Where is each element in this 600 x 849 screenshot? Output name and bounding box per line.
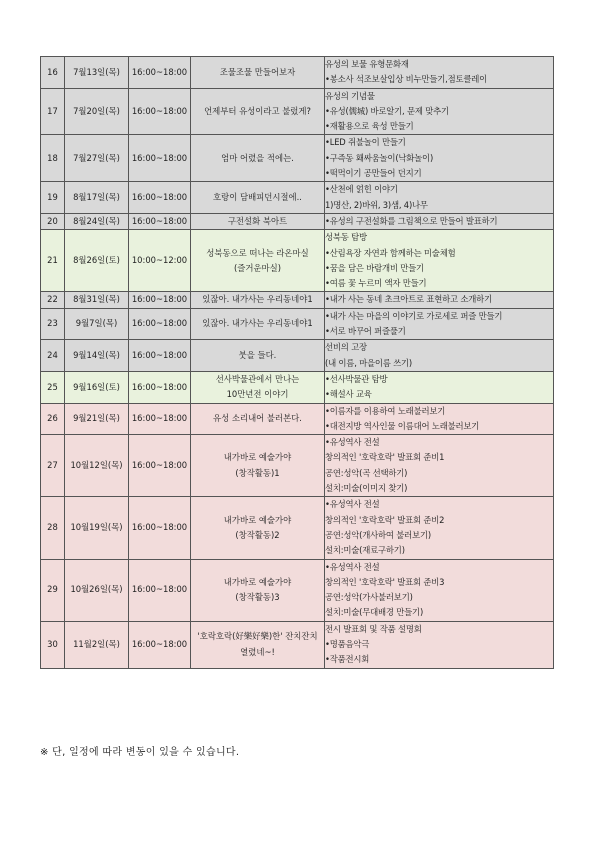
schedule-row (41, 213, 554, 229)
session-time: 16:00~18:00 (129, 308, 191, 340)
session-title (191, 435, 325, 497)
session-date: 10월12일(목) (65, 435, 129, 497)
session-date: 10월26일(목) (65, 559, 129, 621)
session-title-line: 내가바로 예술가야 (223, 514, 292, 525)
activity-line: •선사박물관 탐방 (325, 373, 388, 384)
session-date: 8월17일(목) (65, 182, 129, 214)
session-title (191, 559, 325, 621)
session-date: 9월7일(목) (65, 308, 129, 340)
session-activities (325, 308, 554, 340)
session-number: 18 (41, 135, 65, 182)
session-number: 26 (41, 403, 65, 435)
activity-line: 성북동 탐방 (325, 232, 367, 243)
activity-line: 창의적인 '호락호락' 발표회 준비2 (325, 514, 445, 525)
session-time: 10:00~12:00 (129, 230, 191, 292)
activity-line: •이름자를 이용하여 노래불러보기 (325, 405, 446, 416)
session-activities (325, 182, 554, 214)
session-activities (325, 403, 554, 435)
activity-line: •유성(儒城) 바로알기, 문제 맞추기 (325, 105, 449, 116)
session-date: 7월20일(목) (65, 88, 129, 135)
session-time: 16:00~18:00 (129, 88, 191, 135)
session-title-line: 선사박물관에서 만나는 (215, 373, 300, 384)
session-activities (325, 435, 554, 497)
activity-line: 전시 발표회 및 작품 설명회 (325, 623, 422, 634)
activity-line: 유성의 기념물 (325, 90, 375, 101)
activity-line: •명품음악극 (325, 639, 370, 650)
schedule-row (41, 435, 554, 497)
activity-line: 설치:미술(재료구하기) (325, 545, 405, 556)
activity-line: 선비의 고장 (325, 342, 367, 353)
schedule-body (41, 57, 554, 669)
session-title: 엄마 어렸을 적에는. (191, 135, 325, 182)
session-time: 16:00~18:00 (129, 435, 191, 497)
schedule-row (41, 135, 554, 182)
schedule-row (41, 182, 554, 214)
session-time: 16:00~18:00 (129, 403, 191, 435)
activity-line: 공연:성악(곡 선택하기) (325, 467, 408, 478)
schedule-row (41, 559, 554, 621)
session-time: 16:00~18:00 (129, 135, 191, 182)
session-date: 9월16일(토) (65, 371, 129, 403)
session-title-line: (즐거운마실) (234, 262, 281, 273)
activity-line: •구즉동 홰싸움놀이(낙화놀이) (325, 152, 434, 163)
activity-line: •여름 꽃 누르미 액자 만들기 (325, 278, 427, 289)
session-date: 11월2일(목) (65, 621, 129, 668)
schedule-table (40, 56, 554, 669)
schedule-row (41, 497, 554, 559)
session-number: 27 (41, 435, 65, 497)
session-title: 붓을 들다. (191, 340, 325, 372)
session-title (191, 230, 325, 292)
session-date: 8월26일(토) (65, 230, 129, 292)
activity-line: •꿈을 담은 바람개비 만들기 (325, 262, 424, 273)
session-title: 있잖아. 내가사는 우리동네야1 (191, 308, 325, 340)
session-number: 30 (41, 621, 65, 668)
session-number: 20 (41, 213, 65, 229)
session-time: 16:00~18:00 (129, 340, 191, 372)
schedule-row (41, 230, 554, 292)
session-number: 29 (41, 559, 65, 621)
session-activities (325, 497, 554, 559)
session-activities (325, 559, 554, 621)
session-date: 8월24일(목) (65, 213, 129, 229)
schedule-row (41, 340, 554, 372)
schedule-row (41, 308, 554, 340)
activity-line: •산천에 얽힌 이야기 (325, 184, 398, 195)
session-title-line: 열렸네~! (240, 646, 275, 657)
activity-line: 설치:미술(이미지 찾기) (325, 483, 408, 494)
activity-line: •봉소사 석조보살입상 비누만들기,점토클레이 (325, 74, 488, 85)
activity-line: •LED 쥐불놀이 만들기 (325, 137, 406, 148)
session-activities (325, 230, 554, 292)
session-title-line: 내가바로 예술가야 (223, 576, 292, 587)
session-time: 16:00~18:00 (129, 497, 191, 559)
session-activities (325, 621, 554, 668)
session-date: 9월14일(목) (65, 340, 129, 372)
activity-line: •재활용으로 육성 만들기 (325, 121, 414, 132)
activity-line: •서로 바꾸어 퍼즐풀기 (325, 326, 406, 337)
session-title-line: (창작활동)1 (235, 467, 280, 478)
session-title: 조물조물 만들어보자 (191, 57, 325, 89)
session-activities (325, 135, 554, 182)
activity-line: •산림욕장 자연과 함께하는 미술체험 (325, 247, 456, 258)
session-title (191, 497, 325, 559)
session-activities (325, 213, 554, 229)
session-activities (325, 371, 554, 403)
schedule-row (41, 88, 554, 135)
session-title-line: 10만년전 이야기 (226, 389, 289, 400)
activity-line: 창의적인 '호락호락' 발표회 준비1 (325, 452, 445, 463)
activity-line: 1)명산, 2)바위, 3)샘, 4)나무 (325, 199, 428, 210)
session-number: 28 (41, 497, 65, 559)
session-date: 10월19일(목) (65, 497, 129, 559)
activity-line: •대전지방 역사인물 이름대어 노래불러보기 (325, 420, 480, 431)
session-time: 16:00~18:00 (129, 621, 191, 668)
session-title: 언제부터 유성이라고 불렀게? (191, 88, 325, 135)
session-time: 16:00~18:00 (129, 559, 191, 621)
session-number: 23 (41, 308, 65, 340)
session-title-line: 성북동으로 떠나는 라온마실 (206, 247, 309, 258)
session-title: 구전설화 북아트 (191, 213, 325, 229)
session-title-line: (창작활동)2 (235, 529, 280, 540)
session-number: 22 (41, 292, 65, 308)
session-time: 16:00~18:00 (129, 182, 191, 214)
session-number: 25 (41, 371, 65, 403)
session-number: 21 (41, 230, 65, 292)
session-number: 19 (41, 182, 65, 214)
activity-line: •작품전시회 (325, 654, 370, 665)
activity-line: 유성의 보물 유형문화재 (325, 59, 409, 69)
session-activities (325, 57, 554, 89)
session-activities (325, 340, 554, 372)
session-title (191, 371, 325, 403)
session-title-line: '호락호락(好樂好樂)한' 잔치잔치 (197, 631, 318, 642)
session-time: 16:00~18:00 (129, 292, 191, 308)
session-activities (325, 292, 554, 308)
activity-line: •해설사 교육 (325, 389, 372, 400)
schedule-row (41, 57, 554, 89)
session-title: 있잖아. 내가사는 우리동네야1 (191, 292, 325, 308)
activity-line: •내가 사는 마을의 이야기로 가로세로 퍼즐 만들기 (325, 310, 503, 321)
activity-line: •유성역사 전설 (325, 499, 380, 510)
schedule-row (41, 621, 554, 668)
session-date: 7월13일(목) (65, 57, 129, 89)
session-number: 16 (41, 57, 65, 89)
activity-line: 설치:미술(무대배경 만들기) (325, 607, 424, 618)
session-title-line: 내가바로 예술가야 (223, 452, 292, 463)
activity-line: •내가 사는 동네 초크아트로 표현하고 소개하기 (325, 294, 492, 305)
schedule-row (41, 371, 554, 403)
session-date: 9월21일(목) (65, 403, 129, 435)
activity-line: (내 이름, 마을이름 쓰기) (325, 357, 412, 368)
activity-line: •유성역사 전설 (325, 561, 380, 572)
session-time: 16:00~18:00 (129, 57, 191, 89)
activity-line: 공연:성악(가사불러보기) (325, 592, 413, 603)
activity-line: 공연:성악(개사하여 불러보기) (325, 529, 431, 540)
session-title-line: (창작활동)3 (235, 592, 280, 603)
schedule-row (41, 403, 554, 435)
session-activities (325, 88, 554, 135)
activity-line: •유성역사 전설 (325, 437, 380, 448)
session-date: 7월27일(목) (65, 135, 129, 182)
session-number: 17 (41, 88, 65, 135)
session-time: 16:00~18:00 (129, 213, 191, 229)
session-number: 24 (41, 340, 65, 372)
activity-line: •유성의 구전설화를 그림책으로 만들어 발표하기 (325, 215, 498, 226)
schedule-note: ※ 단, 일정에 따라 변동이 있을 수 있습니다. (40, 747, 240, 758)
session-date: 8월31일(목) (65, 292, 129, 308)
session-time: 16:00~18:00 (129, 371, 191, 403)
activity-line: 창의적인 '호락호락' 발표회 준비3 (325, 576, 445, 587)
session-title (191, 621, 325, 668)
schedule-row (41, 292, 554, 308)
session-title: 유성 소리내어 불러본다. (191, 403, 325, 435)
session-title: 호랑이 담배피던시절에.. (191, 182, 325, 214)
activity-line: •떡먹이기 공만들어 던지기 (325, 168, 422, 179)
